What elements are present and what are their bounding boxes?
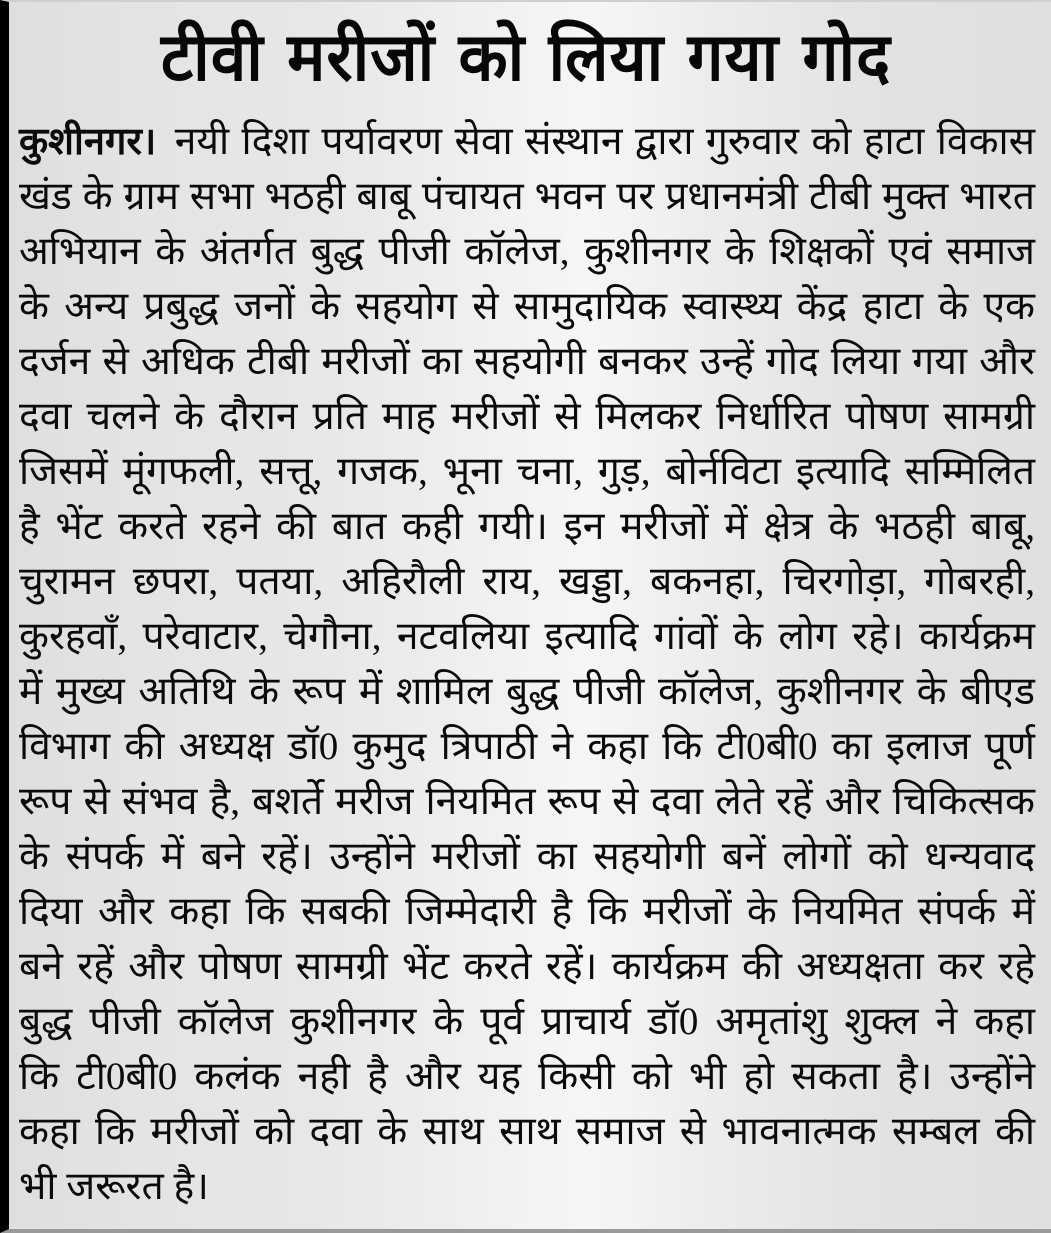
article-line: दिया और कहा कि सबकी जिम्मेदारी है कि मरीजों के नियमित संपर्क में [19,890,1035,933]
article-line: दर्जन से अधिक टीबी मरीजों का सहयोगी बनकर उन्हें गोद लिया गया और [19,340,1035,383]
article-headline: टीवी मरीजों को लिया गया गोद [160,19,892,97]
article-line: जिसमें मूंगफली, सत्तू, गजक, भूना चना, गुड़, बोर्नविटा इत्यादि सम्मिलित [19,450,1035,493]
article-line: भी जरूरत है। [19,1165,209,1208]
article-line: चुरामन छपरा, पतया, अहिरौली राय, खड्डा, बकनहा, चिरगोड़ा, गोबरही, [19,560,1035,603]
article-line: कुशीनगर। नयी दिशा पर्यावरण सेवा संस्थान द्वारा गुरुवार को हाटा विकास [19,119,1035,163]
article-line: है भेंट करते रहने की बात कही गयी। इन मरीजों में क्षेत्र के भठही बाबू, [19,505,1035,548]
article-line: के अन्य प्रबुद्ध जनों के सहयोग से सामुदायिक स्वास्थ्य केंद्र हाटा के एक [19,285,1035,328]
article-line: कि टी0बी0 कलंक नही है और यह किसी को भी हो सकता है। उन्होंने [19,1055,1035,1098]
article-line: कहा कि मरीजों को दवा के साथ साथ समाज से भावनात्मक सम्बल की [19,1110,1035,1153]
article-line: दवा चलने के दौरान प्रति माह मरीजों से मिलकर निर्धारित पोषण सामग्री [19,395,1035,438]
article-line: विभाग की अध्यक्ष डॉ0 कुमुद त्रिपाठी ने कहा कि टी0बी0 का इलाज पूर्ण [19,725,1035,768]
article-line: रूप से संभव है, बशर्ते मरीज नियमित रूप से दवा लेते रहें और चिकित्सक [19,780,1035,823]
article-body [19,114,1035,1214]
article-line: बुद्ध पीजी कॉलेज कुशीनगर के पूर्व प्राचार्य डॉ0 अमृतांशु शुक्ल ने कहा [19,1000,1035,1043]
article-line: कुरहवाँ, परेवाटार, चेगौना, नटवलिया इत्यादि गांवों के लोग रहे। कार्यक्रम [19,615,1035,658]
article-line: खंड के ग्राम सभा भठही बाबू पंचायत भवन पर प्रधानमंत्री टीबी मुक्त भारत [19,175,1035,218]
article-line: के संपर्क में बने रहें। उन्होंने मरीजों का सहयोगी बनें लोगों को धन्यवाद [19,835,1035,878]
article-line: बने रहें और पोषण सामग्री भेंट करते रहें। कार्यक्रम की अध्यक्षता कर रहे [19,945,1035,988]
article-line: में मुख्य अतिथि के रूप में शामिल बुद्ध पीजी कॉलेज, कुशीनगर के बीएड [19,670,1035,713]
article-line: अभियान के अंतर्गत बुद्ध पीजी कॉलेज, कुशीनगर के शिक्षकों एवं समाज [19,230,1035,273]
dateline: कुशीनगर। [19,119,157,163]
